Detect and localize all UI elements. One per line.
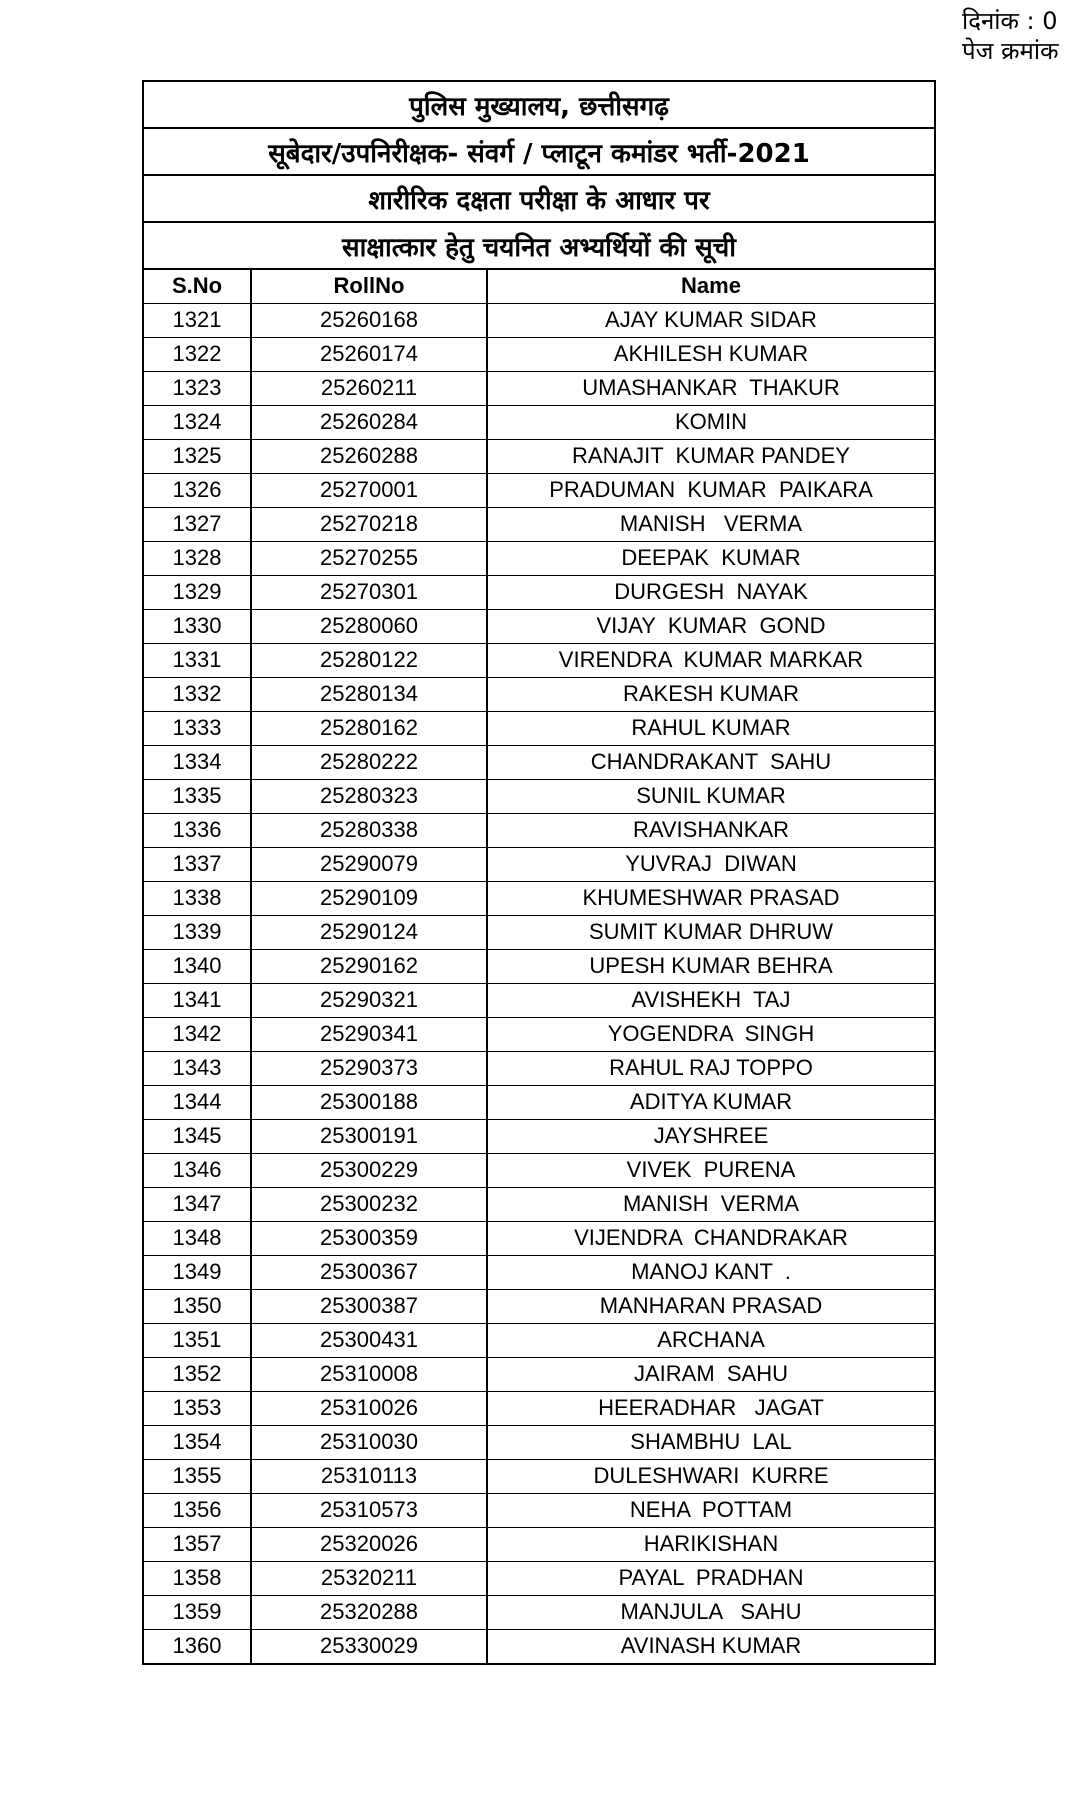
cell-rollno: 25320288 [251,1595,487,1629]
cell-rollno: 25290341 [251,1017,487,1051]
cell-rollno: 25310008 [251,1357,487,1391]
table-row [144,405,934,439]
table-row [144,983,934,1017]
cell-name: HARIKISHAN [487,1527,934,1561]
table-row [144,1391,934,1425]
recruitment-title: सूबेदार/उपनिरीक्षक- संवर्ग / प्लाटून कमांडर भर्ती-2021 [144,129,934,176]
cell-sno: 1331 [144,643,251,677]
cell-name: VIVEK PURENA [487,1153,934,1187]
cell-name: AJAY KUMAR SIDAR [487,303,934,337]
cell-name: RAHUL KUMAR [487,711,934,745]
table-row [144,1357,934,1391]
cell-sno: 1327 [144,507,251,541]
date-label: दिनांक : 0 [962,7,1058,35]
cell-sno: 1342 [144,1017,251,1051]
cell-rollno: 25280122 [251,643,487,677]
cell-sno: 1335 [144,779,251,813]
cell-name: RAHUL RAJ TOPPO [487,1051,934,1085]
cell-name: JAYSHREE [487,1119,934,1153]
table-row [144,1187,934,1221]
cell-name: MANISH VERMA [487,1187,934,1221]
cell-sno: 1360 [144,1629,251,1663]
table-row [144,1595,934,1629]
cell-name: VIJAY KUMAR GOND [487,609,934,643]
cell-name: DULESHWARI KURRE [487,1459,934,1493]
cell-rollno: 25300191 [251,1119,487,1153]
cell-sno: 1332 [144,677,251,711]
table-row [144,915,934,949]
cell-sno: 1340 [144,949,251,983]
cell-rollno: 25290109 [251,881,487,915]
table-row [144,1493,934,1527]
cell-name: DURGESH NAYAK [487,575,934,609]
cell-rollno: 25300232 [251,1187,487,1221]
test-basis-title: शारीरिक दक्षता परीक्षा के आधार पर [144,176,934,223]
table-row [144,847,934,881]
cell-rollno: 25300431 [251,1323,487,1357]
cell-sno: 1353 [144,1391,251,1425]
cell-rollno: 25280338 [251,813,487,847]
cell-sno: 1349 [144,1255,251,1289]
cell-sno: 1339 [144,915,251,949]
table-row [144,643,934,677]
cell-rollno: 25280323 [251,779,487,813]
cell-name: CHANDRAKANT SAHU [487,745,934,779]
cell-name: PRADUMAN KUMAR PAIKARA [487,473,934,507]
cell-name: KOMIN [487,405,934,439]
cell-sno: 1350 [144,1289,251,1323]
cell-name: HEERADHAR JAGAT [487,1391,934,1425]
table-row [144,1527,934,1561]
cell-name: KHUMESHWAR PRASAD [487,881,934,915]
cell-name: SUNIL KUMAR [487,779,934,813]
cell-sno: 1336 [144,813,251,847]
cell-sno: 1348 [144,1221,251,1255]
cell-rollno: 25280162 [251,711,487,745]
cell-name: RAKESH KUMAR [487,677,934,711]
table-row [144,507,934,541]
cell-name: ADITYA KUMAR [487,1085,934,1119]
cell-name: VIJENDRA CHANDRAKAR [487,1221,934,1255]
table-row [144,1153,934,1187]
cell-name: RANAJIT KUMAR PANDEY [487,439,934,473]
cell-sno: 1321 [144,303,251,337]
list-title: साक्षात्कार हेतु चयनित अभ्यर्थियों की सूची [144,223,934,270]
cell-rollno: 25270255 [251,541,487,575]
cell-sno: 1341 [144,983,251,1017]
cell-rollno: 25300229 [251,1153,487,1187]
table-row [144,609,934,643]
cell-rollno: 25260168 [251,303,487,337]
table-row [144,1085,934,1119]
cell-sno: 1326 [144,473,251,507]
column-header-sno: S.No [171,273,223,299]
cell-name: VIRENDRA KUMAR MARKAR [487,643,934,677]
selection-list-sheet [142,80,936,1665]
cell-rollno: 25280222 [251,745,487,779]
table-row [144,1255,934,1289]
table-row [144,1221,934,1255]
cell-sno: 1354 [144,1425,251,1459]
table-row [144,779,934,813]
cell-sno: 1344 [144,1085,251,1119]
candidate-table [144,270,934,1663]
cell-rollno: 25270218 [251,507,487,541]
cell-rollno: 25300359 [251,1221,487,1255]
cell-sno: 1329 [144,575,251,609]
cell-rollno: 25310573 [251,1493,487,1527]
cell-sno: 1323 [144,371,251,405]
cell-sno: 1358 [144,1561,251,1595]
cell-rollno: 25290162 [251,949,487,983]
table-row [144,1629,934,1663]
table-row [144,541,934,575]
cell-rollno: 25280134 [251,677,487,711]
table-row [144,303,934,337]
cell-rollno: 25280060 [251,609,487,643]
column-header-name: Name [487,270,934,303]
cell-name: PAYAL PRADHAN [487,1561,934,1595]
cell-name: RAVISHANKAR [487,813,934,847]
cell-rollno: 25310113 [251,1459,487,1493]
cell-sno: 1346 [144,1153,251,1187]
cell-rollno: 25260284 [251,405,487,439]
cell-sno: 1325 [144,439,251,473]
cell-name: DEEPAK KUMAR [487,541,934,575]
cell-sno: 1343 [144,1051,251,1085]
cell-sno: 1357 [144,1527,251,1561]
table-header-row [144,270,934,303]
cell-name: SUMIT KUMAR DHRUW [487,915,934,949]
cell-name: YOGENDRA SINGH [487,1017,934,1051]
cell-name: NEHA POTTAM [487,1493,934,1527]
cell-name: UPESH KUMAR BEHRA [487,949,934,983]
table-row [144,949,934,983]
table-row [144,1119,934,1153]
cell-sno: 1333 [144,711,251,745]
table-row [144,1289,934,1323]
date-page-info [962,6,1080,66]
cell-name: MANHARAN PRASAD [487,1289,934,1323]
cell-rollno: 25290079 [251,847,487,881]
table-row [144,439,934,473]
cell-rollno: 25270001 [251,473,487,507]
cell-sno: 1330 [144,609,251,643]
table-row [144,1561,934,1595]
cell-rollno: 25300188 [251,1085,487,1119]
table-row [144,711,934,745]
table-row [144,881,934,915]
cell-sno: 1338 [144,881,251,915]
table-row [144,1425,934,1459]
cell-rollno: 25300387 [251,1289,487,1323]
cell-name: SHAMBHU LAL [487,1425,934,1459]
cell-sno: 1356 [144,1493,251,1527]
table-row [144,1459,934,1493]
cell-name: UMASHANKAR THAKUR [487,371,934,405]
page-number-label: पेज क्रमांक [962,37,1059,65]
cell-sno: 1351 [144,1323,251,1357]
cell-sno: 1352 [144,1357,251,1391]
cell-rollno: 25260288 [251,439,487,473]
cell-rollno: 25270301 [251,575,487,609]
cell-name: AVINASH KUMAR [487,1629,934,1663]
table-row [144,473,934,507]
cell-name: AVISHEKH TAJ [487,983,934,1017]
table-row [144,813,934,847]
cell-sno: 1347 [144,1187,251,1221]
cell-rollno: 25330029 [251,1629,487,1663]
table-row [144,677,934,711]
cell-rollno: 25320211 [251,1561,487,1595]
cell-name: ARCHANA [487,1323,934,1357]
table-row [144,1051,934,1085]
cell-sno: 1337 [144,847,251,881]
cell-sno: 1322 [144,337,251,371]
table-row [144,1017,934,1051]
cell-rollno: 25260174 [251,337,487,371]
cell-rollno: 25290321 [251,983,487,1017]
cell-sno: 1355 [144,1459,251,1493]
cell-sno: 1328 [144,541,251,575]
cell-name: MANISH VERMA [487,507,934,541]
table-row [144,1323,934,1357]
cell-sno: 1359 [144,1595,251,1629]
cell-sno: 1324 [144,405,251,439]
column-header-rollno: RollNo [251,270,487,303]
cell-name: JAIRAM SAHU [487,1357,934,1391]
table-row [144,575,934,609]
cell-rollno: 25300367 [251,1255,487,1289]
cell-sno: 1334 [144,745,251,779]
cell-sno: 1345 [144,1119,251,1153]
cell-rollno: 25290124 [251,915,487,949]
cell-name: YUVRAJ DIWAN [487,847,934,881]
table-row [144,745,934,779]
cell-rollno: 25310030 [251,1425,487,1459]
cell-rollno: 25310026 [251,1391,487,1425]
office-title: पुलिस मुख्यालय, छत्तीसगढ़ [144,82,934,129]
cell-rollno: 25260211 [251,371,487,405]
cell-rollno: 25290373 [251,1051,487,1085]
cell-name: MANOJ KANT . [487,1255,934,1289]
table-row [144,337,934,371]
table-row [144,371,934,405]
cell-name: AKHILESH KUMAR [487,337,934,371]
cell-name: MANJULA SAHU [487,1595,934,1629]
cell-rollno: 25320026 [251,1527,487,1561]
